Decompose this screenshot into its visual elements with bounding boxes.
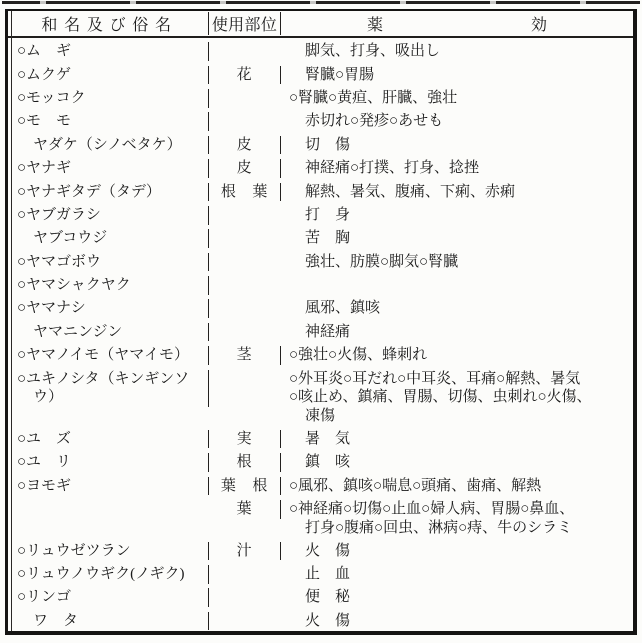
efficacy-line: 便 秘 (305, 589, 351, 606)
efficacy-line: ○腎臓○黄疸、肝臓、強壮 (289, 89, 458, 106)
table-row (8, 227, 633, 250)
part-used-value: 汁 (236, 542, 253, 559)
efficacy-cell (281, 323, 633, 342)
part-used-value: 実 (236, 430, 253, 447)
table-row (8, 610, 633, 633)
efficacy-cell (281, 42, 633, 61)
header-efficacy-column (281, 12, 633, 35)
part-used-value: 花 (236, 66, 253, 83)
efficacy-cell (281, 159, 633, 178)
efficacy-line: 暑 気 (305, 430, 351, 447)
efficacy-line: 神経痛 (305, 323, 351, 340)
part-used-value: 根 (236, 454, 253, 471)
efficacy-line: 火 傷 (305, 612, 351, 629)
table-row (8, 474, 633, 497)
plant-name-line: ○リンゴ (17, 589, 72, 606)
plant-name-cell (8, 299, 209, 318)
plant-name-line: ワ タ (33, 612, 79, 629)
plant-name-line: ○ヤナギ (17, 160, 72, 177)
table-row (8, 251, 633, 274)
plant-name-line: ○ム ギ (17, 43, 72, 60)
table-body (8, 38, 633, 633)
plant-name-line: ○ヤマノイモ（ヤマイモ） (17, 347, 189, 364)
efficacy-line: ○強壮○火傷、蜂刺れ (289, 347, 428, 364)
efficacy-line: ○外耳炎○耳だれ○中耳炎、耳痛○解熱、暑気 (289, 370, 581, 387)
table-row (8, 40, 633, 63)
efficacy-cell (281, 253, 633, 272)
plant-name-cell (8, 612, 209, 631)
plant-name-cell (8, 346, 209, 365)
table-row (8, 539, 633, 562)
part-used-cell (209, 183, 281, 202)
header-efficacy-char: 効 (531, 17, 548, 34)
table-header-row (8, 11, 633, 38)
efficacy-line: 打 身 (305, 206, 351, 223)
plant-name-cell (8, 588, 209, 607)
part-used-cell (209, 159, 281, 178)
plant-name-cell (8, 430, 209, 449)
plant-name-line: ○ヤブガラシ (17, 206, 101, 223)
efficacy-cell (281, 229, 633, 248)
efficacy-line: 神経痛○打撲、打身、捻挫 (305, 160, 480, 177)
part-used-value: 根 葉 (220, 183, 269, 200)
efficacy-line: 解熱、暑気、腹痛、下痢、赤痢 (305, 183, 516, 200)
plant-name-cell (8, 229, 209, 248)
efficacy-cell (281, 299, 633, 318)
part-used-value: 葉 (236, 500, 253, 517)
efficacy-line: 苦 胸 (305, 230, 351, 247)
plant-name-cell (8, 136, 209, 155)
efficacy-cell (281, 183, 633, 202)
plant-name-line: ○ユキノシタ（キンギンソ (17, 370, 190, 387)
part-used-cell (209, 500, 281, 519)
table-row (8, 344, 633, 367)
plant-name-cell (8, 276, 209, 295)
plant-name-line: ○ユ リ (17, 454, 72, 471)
efficacy-cell (281, 346, 633, 365)
table-row (8, 157, 633, 180)
part-used-value: 皮 (236, 160, 253, 177)
table-row (8, 134, 633, 157)
part-used-cell (209, 346, 281, 365)
efficacy-cell (281, 66, 633, 85)
plant-name-line: ○ヨモギ (17, 477, 72, 494)
table-row (8, 297, 633, 320)
part-used-value: 茎 (236, 347, 253, 364)
plant-name-line: ○モ モ (17, 113, 72, 130)
table-row (8, 563, 633, 586)
table-row (8, 586, 633, 609)
efficacy-cell (281, 477, 633, 496)
plant-name-cell (8, 89, 209, 108)
table-row (8, 451, 633, 474)
efficacy-line: ○神経痛○切傷○止血○婦人病、胃腸○鼻血、 (289, 500, 575, 517)
efficacy-line: ○風邪、鎮咳○喘息○頭痛、歯痛、解熱 (289, 477, 542, 494)
table-row (8, 63, 633, 86)
efficacy-line: 打身○腹痛○回虫、淋病○痔、牛のシラミ (305, 519, 573, 536)
part-used-value: 皮 (236, 136, 253, 153)
efficacy-cell (281, 136, 633, 155)
plant-name-cell (8, 159, 209, 178)
plant-name-cell (8, 370, 209, 407)
plant-name-line: ○ヤマナシ (17, 300, 86, 317)
efficacy-line: 切 傷 (305, 136, 351, 153)
table-row (8, 87, 633, 110)
efficacy-cell (281, 542, 633, 561)
table-row (8, 180, 633, 203)
plant-name-cell (8, 542, 209, 561)
plant-name-line: ○ムクゲ (17, 66, 72, 83)
table-row (8, 321, 633, 344)
part-used-cell (209, 477, 281, 496)
efficacy-cell (281, 565, 633, 584)
plant-name-cell (8, 323, 209, 342)
plant-name-line: ○リュウゼツラン (17, 542, 131, 559)
efficacy-cell (281, 89, 633, 108)
efficacy-line: 火 傷 (305, 542, 351, 559)
efficacy-line: 赤切れ○発疹○あせも (305, 113, 444, 130)
plant-name-line: ヤブコウジ (33, 230, 108, 247)
efficacy-line: 脚気、打身、吸出し (305, 43, 441, 60)
part-used-cell (209, 430, 281, 449)
efficacy-line: 止 血 (305, 565, 351, 582)
table-row (8, 498, 633, 540)
part-used-cell (209, 66, 281, 85)
efficacy-cell (281, 370, 633, 426)
plant-name-cell (8, 112, 209, 131)
table-row (8, 110, 633, 133)
plant-name-cell (8, 477, 209, 496)
plant-name-cell (8, 565, 209, 584)
efficacy-cell (281, 112, 633, 131)
efficacy-cell (281, 500, 633, 537)
plant-name-line: ○リュウノウギク(ノギク) (17, 565, 185, 582)
part-used-value: 葉 根 (220, 477, 269, 494)
efficacy-cell (281, 588, 633, 607)
efficacy-line: 強壮、肪膜○脚気○腎臓 (305, 253, 459, 270)
efficacy-line: 凍傷 (305, 407, 336, 424)
table-row (8, 367, 633, 427)
plant-name-cell (8, 66, 209, 85)
efficacy-cell (281, 453, 633, 472)
plant-name-line: ○ヤマゴボウ (17, 253, 102, 270)
efficacy-line: 腎臓○胃腸 (305, 66, 375, 83)
plant-name-cell (8, 206, 209, 225)
plant-name-line: ○モッコク (17, 89, 86, 106)
efficacy-cell (281, 206, 633, 225)
scan-edge-artifact (2, 1, 640, 4)
efficacy-line: 風邪、鎮咳 (305, 300, 381, 317)
plant-name-cell (8, 183, 209, 202)
part-used-cell (209, 453, 281, 472)
efficacy-line: ○咳止め、鎮痛、胃腸、切傷、虫刺れ○火傷、 (289, 389, 592, 406)
plant-name-line: ○ユ ズ (17, 430, 72, 447)
plant-name-cell (8, 42, 209, 61)
plant-name-line: ウ） (33, 389, 64, 406)
header-name-column: 和名及び俗名 (8, 12, 209, 35)
efficacy-cell (281, 612, 633, 631)
header-part-column: 使用部位 (209, 12, 281, 35)
table-row (8, 204, 633, 227)
header-efficacy-char: 薬 (366, 17, 383, 34)
efficacy-cell (281, 430, 633, 449)
part-used-cell (209, 542, 281, 561)
remedy-table (5, 9, 637, 635)
part-used-cell (209, 136, 281, 155)
plant-name-line: ヤダケ（シノベタケ） (33, 136, 182, 153)
plant-name-line: ヤマニンジン (33, 323, 123, 340)
plant-name-line: ○ヤナギタデ（タデ） (17, 183, 161, 200)
table-row (8, 274, 633, 297)
plant-name-line: ○ヤマシャクヤク (17, 277, 131, 294)
table-row (8, 428, 633, 451)
plant-name-cell (8, 253, 209, 272)
efficacy-line: 鎮 咳 (305, 454, 351, 471)
plant-name-cell (8, 453, 209, 472)
